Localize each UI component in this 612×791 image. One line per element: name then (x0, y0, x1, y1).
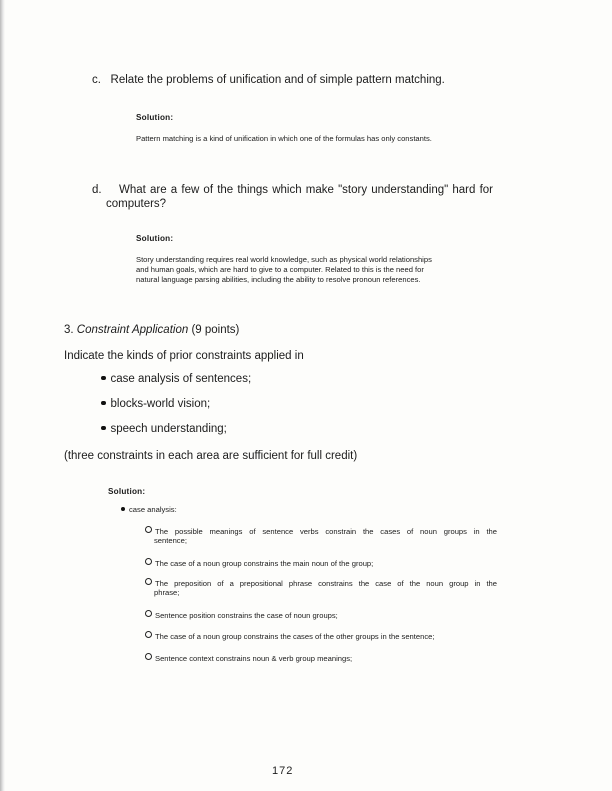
section-3-heading (64, 323, 239, 337)
constraint-item-1-line-2: sentence; (154, 536, 187, 545)
question-d-line-1: What are a few of the things which make "story understanding" hard for (119, 184, 493, 196)
constraint-item-3-line-2: phrase; (154, 588, 180, 597)
question-d-solution-line-1: Story understanding requires real world knowledge, such as physical world relationships (136, 255, 432, 264)
question-c-solution-label: Solution: (136, 113, 174, 122)
question-d-line-2: computers? (106, 198, 167, 210)
bullet-dot (101, 376, 106, 381)
question-c (92, 73, 445, 87)
bullet-dot (101, 401, 106, 406)
section-3-points: (9 points) (191, 324, 240, 336)
section-3-title: Constraint Application (76, 324, 189, 336)
question-d-marker: d. (92, 184, 102, 196)
bullet-case-analysis: case analysis of sentences; (101, 373, 251, 385)
constraint-item-5: The case of a noun group constrains the cases of the other groups in the sentence; (145, 631, 434, 642)
question-c-solution-text: Pattern matching is a kind of unification in which one of the formulas has only constants. (136, 134, 432, 143)
bullet-blocks-world: blocks-world vision; (101, 398, 210, 410)
bullet-dot (121, 507, 125, 511)
circle-bullet-icon (145, 610, 152, 617)
question-c-text: Relate the problems of unification and of simple pattern matching. (110, 74, 445, 86)
question-c-marker: c. (92, 74, 101, 86)
circle-bullet-icon (145, 578, 152, 585)
section-3-prompt: Indicate the kinds of prior constraints applied in (64, 350, 304, 362)
circle-bullet-icon (145, 526, 152, 533)
circle-bullet-icon (145, 558, 152, 565)
case-analysis-heading: case analysis: (121, 505, 177, 515)
section-3-number: 3. (64, 324, 74, 336)
question-d-solution-label: Solution: (136, 234, 174, 243)
page-scan-edge (0, 0, 5, 791)
bullet-speech: speech understanding; (101, 423, 227, 435)
constraint-item-1-line-1: The possible meanings of sentence verbs constrain the cases of noun groups in the (145, 526, 497, 537)
constraint-item-4: Sentence position constrains the case of noun groups; (145, 610, 338, 621)
constraint-item-3-line-1: The preposition of a prepositional phrase constrains the case of the noun group in the (145, 578, 497, 589)
question-d-solution-line-2: and human goals, which are hard to give to a computer. Related to this is the need for (136, 265, 424, 274)
constraint-item-2: The case of a noun group constrains the main noun of the group; (145, 558, 373, 569)
question-d-solution-line-3: natural language parsing abilities, including the ability to resolve pronoun references. (136, 275, 421, 284)
section-3-note: (three constraints in each area are sufficient for full credit) (64, 450, 358, 462)
bullet-dot (101, 426, 106, 431)
circle-bullet-icon (145, 653, 152, 660)
circle-bullet-icon (145, 631, 152, 638)
page-number: 172 (272, 765, 294, 777)
constraint-item-6: Sentence context constrains noun & verb group meanings; (145, 653, 352, 664)
section-3-solution-label: Solution: (108, 487, 146, 496)
